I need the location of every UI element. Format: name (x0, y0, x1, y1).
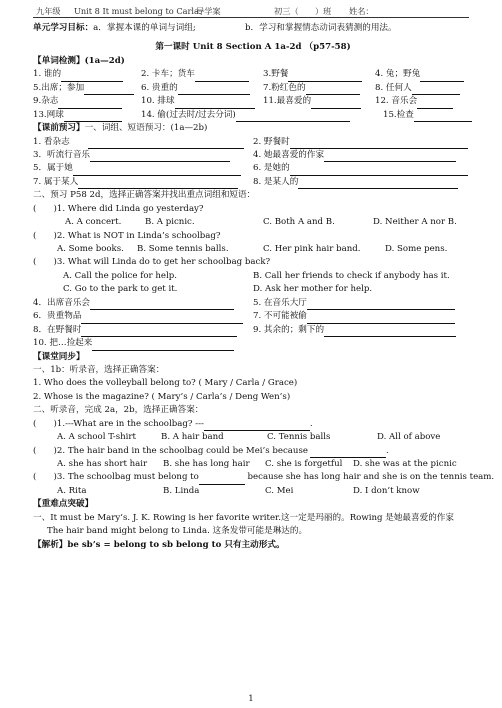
sync-s2: 2. Whose is the magazine? ( Mary’s / Carla’s / Deng Wen’s) (33, 391, 291, 402)
goal-b: b．学习和掌握情态动词表猜测的用法。 (245, 23, 397, 33)
keypoints-heading: 【重难点突破】 (33, 499, 94, 510)
preview-heading-bold: 【课前预习】 (33, 123, 85, 134)
answer-blank[interactable] (310, 448, 386, 458)
preview-q3-options (33, 283, 473, 296)
answer-blank[interactable] (178, 85, 250, 95)
sync-q2-stem: ( )2. The hair band in the schoolbag could be Mei’s because . (33, 445, 473, 458)
vocab-item: 10. 排球 (141, 96, 175, 107)
keypoints-line1: 一、It must be Mary’s. J. K. Rowing is her favorite writer.这一定是玛丽的。Rowing 是她最喜爱的作家 (33, 512, 454, 523)
vocab-item: 7.粉红色的 (263, 82, 306, 93)
phrase-item: 2. 野餐时 (253, 136, 290, 147)
answer-blank[interactable] (311, 99, 361, 109)
option[interactable]: A. A school T-shirt (57, 432, 136, 443)
option[interactable]: A. A concert. (65, 217, 122, 228)
phrase-item: 1. 看杂志 (33, 136, 70, 147)
phrase-row (33, 176, 473, 189)
header-name-label: 姓名： (349, 6, 374, 16)
sync-q3-stem (33, 471, 495, 484)
option[interactable]: D. she was at the picnic (353, 459, 457, 469)
phrase-item: 7. 属于某人 (33, 176, 79, 187)
sync-q1-stem: ( )1.---What are in the schoolbag? --- . (33, 418, 473, 431)
option[interactable]: C. she is forgetful (265, 459, 343, 469)
option[interactable]: A. Rita (57, 485, 87, 496)
answer-blank[interactable] (420, 72, 464, 82)
phrase-item: 4．出席音乐会 (33, 297, 91, 308)
phrase-item: 8. 是某人的 (253, 176, 299, 187)
sync-s1: 1. Who does the volleyball belong to? ( Mary / Carla / Grace) (33, 378, 298, 389)
option[interactable]: B. A hair band (161, 432, 224, 443)
phrase-item: 7. 不可能被偷 (253, 311, 307, 322)
goals-line (33, 22, 473, 35)
vocab-item: 13.网球 (33, 109, 64, 120)
answer-blank[interactable] (92, 341, 234, 351)
answer-blank[interactable] (288, 72, 362, 82)
vocab-item: 14. 偷(过去时/过去分词) (141, 109, 236, 120)
answer-blank[interactable] (412, 85, 460, 95)
question-stem: ( )2. The hair band in the schoolbag could be Mei’s because (33, 445, 308, 456)
sync-q2-options (33, 458, 473, 471)
answer-blank[interactable] (290, 139, 468, 149)
sync-q1-options (33, 431, 473, 444)
option[interactable]: C. Tennis balls (267, 432, 331, 443)
vocab-row (33, 68, 473, 81)
header-divider (33, 17, 469, 18)
header-doc-type: 导学案 (196, 6, 221, 16)
vocab-item: 6. 贵重的 (141, 82, 178, 93)
answer-blank[interactable] (324, 152, 456, 162)
answer-blank[interactable] (306, 85, 360, 95)
vocab-item: 1. 谁的 (33, 69, 62, 80)
phrase-row (33, 324, 473, 337)
keypoints-analysis: 【解析】be sb’s = belong to sb belong to 只有主动形式。 (33, 539, 285, 550)
phrase-item: 5．属于她 (33, 163, 73, 174)
answer-blank[interactable] (90, 300, 234, 310)
vocab-item: 11.最喜爱的 (263, 96, 312, 107)
sync-part1: 一、1b：听录音，选择正确答案： (33, 364, 165, 375)
preview-q3-stem: ( )3. What will Linda do to get her schoolbag back? (33, 257, 271, 268)
answer-blank[interactable] (298, 179, 458, 189)
phrase-row (33, 310, 473, 323)
answer-blank[interactable] (58, 99, 122, 109)
option[interactable]: A. Call the police for help. (63, 270, 178, 281)
answer-blank[interactable] (84, 85, 134, 95)
option[interactable]: A. Some books. (57, 244, 124, 254)
answer-blank[interactable] (199, 475, 245, 485)
phrase-item: 4. 她最喜爱的作家 (253, 149, 325, 160)
option[interactable]: B. A picnic. (145, 217, 195, 228)
phrase-item: 3．听流行音乐 (33, 149, 91, 160)
header-grade: 九年级 (36, 6, 61, 16)
header-unit: Unit 8 It must belong to Carla. (74, 6, 202, 16)
question-stem-tail: because she has long hair and she is on the tennis team. (247, 472, 495, 483)
phrase-row (33, 297, 473, 310)
vocab-item: 15.检查 (383, 109, 414, 120)
preview-q1-stem: ( )1. Where did Linda go yesterday? (33, 203, 204, 214)
vocab-item: 2. 卡车；货车 (141, 69, 195, 80)
phrase-item: 10. 把…捡起来 (33, 338, 93, 349)
preview-q2-stem: ( )2. What is NOT in Linda’s schoolbag? (33, 230, 221, 241)
vocab-item: 5.出席；参加 (33, 82, 85, 93)
phrase-item: 8．在野餐时 (33, 324, 82, 335)
option[interactable]: D. I don’t know (353, 485, 420, 496)
goal-a: a．掌握本课的单词与词组; (93, 23, 196, 33)
answer-blank[interactable] (417, 99, 453, 109)
option[interactable]: D. Some pens. (385, 244, 448, 254)
answer-blank[interactable] (78, 179, 238, 189)
answer-blank[interactable] (324, 327, 456, 337)
option[interactable]: B. Some tennis balls. (137, 244, 229, 254)
goals-label: 单元学习目标： (33, 23, 94, 33)
answer-blank[interactable] (307, 300, 455, 310)
answer-blank[interactable] (73, 166, 241, 176)
answer-blank[interactable] (307, 314, 455, 324)
answer-blank[interactable] (195, 72, 249, 82)
option[interactable]: A. she has short hair (57, 459, 148, 469)
question-stem: ( )3. The schoolbag must belong to (33, 472, 199, 483)
answer-blank[interactable] (90, 152, 230, 162)
preview-heading (33, 122, 473, 135)
vocab-item: 9.杂志 (33, 96, 59, 107)
keypoints-line2: The hair band might belong to Linda. 这条发带可能是琳达的。 (47, 526, 308, 537)
option[interactable]: D. Neither A nor B. (373, 217, 457, 228)
sync-part2: 二、听录音，完成 2a，2b，选择正确答案： (33, 405, 204, 416)
vocab-heading: 【单词检测】(1a—2d) (33, 55, 125, 66)
vocab-item: 3.野餐 (263, 69, 289, 80)
worksheet-content (33, 22, 495, 552)
answer-blank[interactable] (64, 112, 122, 122)
answer-blank[interactable] (88, 139, 244, 149)
header-class: 初三（ ）班 (274, 6, 332, 16)
option[interactable]: C. Her pink hair band. (263, 244, 361, 254)
preview-heading-text: 一、词组、短语预习：(1a—2b) (84, 123, 208, 134)
vocab-row (33, 109, 473, 122)
option[interactable]: C. Mei (265, 485, 294, 496)
vocab-row (33, 95, 473, 108)
preview-q2-options (33, 243, 473, 256)
answer-blank[interactable] (61, 72, 123, 82)
lesson-title: 第一课时 Unit 8 Section A 1a-2d （p57-58) (155, 42, 351, 53)
answer-blank[interactable] (204, 421, 310, 431)
phrase-row (33, 136, 473, 149)
sync-q3-options (33, 485, 473, 498)
phrase-row (33, 337, 473, 350)
preview-part2: 二、预习 P58 2d，选择正确答案并找出重点词组和短语： (33, 190, 256, 201)
option[interactable]: B. Call her friends to check if anybody has it. (253, 270, 450, 281)
option[interactable]: D. All of above (377, 432, 441, 443)
phrase-row (33, 149, 473, 162)
question-stem: ( )1.---What are in the schoolbag? --- (33, 418, 204, 429)
option[interactable]: C. Go to the park to get it. (63, 284, 178, 295)
vocab-item: 4. 兔；野兔 (375, 69, 421, 80)
phrase-item: 6. 是她的 (253, 163, 290, 174)
answer-blank[interactable] (81, 314, 243, 324)
option[interactable]: B. Linda (163, 485, 200, 496)
preview-q3-options (33, 270, 473, 283)
answer-blank[interactable] (175, 99, 255, 109)
preview-q1-options (33, 216, 473, 229)
answer-blank[interactable] (236, 112, 350, 122)
vocab-row (33, 82, 473, 95)
phrase-row (33, 162, 473, 175)
vocab-item: 12. 音乐会 (375, 96, 418, 107)
page-number: 1 (248, 694, 254, 704)
option[interactable]: C. Both A and B. (263, 217, 335, 228)
option[interactable]: B. she has long hair (163, 459, 250, 469)
answer-blank[interactable] (81, 327, 237, 337)
phrase-item: 5. 在音乐大厅 (253, 297, 307, 308)
answer-blank[interactable] (414, 112, 472, 122)
answer-blank[interactable] (290, 166, 468, 176)
phrase-item: 6．贵重物品 (33, 311, 82, 322)
vocab-item: 8. 任何人 (375, 82, 412, 93)
phrase-item: 9. 其余的；剩下的 (253, 324, 325, 335)
sync-heading: 【课堂同步】 (33, 351, 85, 362)
option[interactable]: D. Ask her mother for help. (253, 284, 373, 295)
